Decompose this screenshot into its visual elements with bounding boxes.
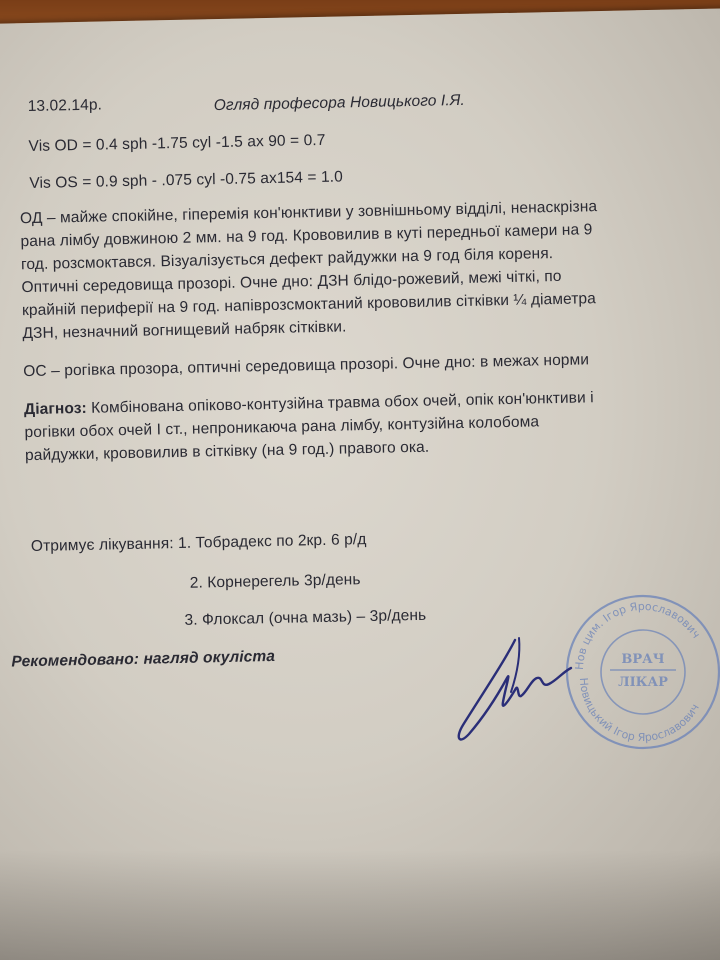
diagnosis-line-2: рогівки обох очей І ст., непроникаюча рана лімбу, контузійна колобома [24,413,540,442]
od-line-2: рана лімбу довжиною 2 мм. на 9 год. Крововилив в куті передньої камери на 9 [20,221,593,251]
diagnosis-text-1: Комбінована опіково-контузійна травма обох очей, опік кон'юнктиви і [86,389,594,417]
medical-report-sheet [0,8,720,960]
stamp-center-line-1: ВРАЧ [621,652,665,667]
report-date: 13.02.14р. [27,96,103,116]
recommendation: Рекомендовано: нагляд окуліста [11,647,276,671]
od-line-5: крайній периферії на 9 год. напіврозсмоктаний крововилив сітківки ¼ діаметра [21,290,597,320]
od-line-6: ДЗН, незначний вогнищевий набряк сітківки. [22,318,347,343]
treatment-intro: Отримує лікування: 1. Тобрадекс по 2кр. 6 р/д [30,531,367,556]
stamp-ring-top: Нов цим. Ігор Ярославович [572,599,703,671]
stamp-center-line-2: ЛІКАР [618,675,668,690]
vision-os: Vis OS = 0.9 sph - .075 cyl -0.75 ax154 = 1.0 [29,168,344,192]
os-paragraph: ОС – рогівка прозора, оптичні середовища прозорі. Очне дно: в межах норми [23,351,590,381]
doctor-stamp-icon [558,580,720,750]
diagnosis-label: Діагноз: [23,399,87,419]
od-line-3: год. розсмоктався. Візуалізується дефект райдужки на 9 год біля кореня. [20,245,554,274]
treatment-item-3: 3. Флоксал (очна мазь) – 3р/день [184,606,427,629]
signature-icon [445,630,575,750]
diagnosis-line-3: райдужки, крововилив в сітківку (на 9 год.) правого ока. [24,438,430,465]
vision-od: Vis OD = 0.4 sph -1.75 cyl -1.5 ax 90 = 0.7 [28,131,326,156]
report-title: Огляд професора Новицького І.Я. [213,91,466,115]
od-line-1: ОД – майже спокійне, гіперемія кон'юнктиви у зовнішньому відділі, ненаскрізна [19,198,598,228]
od-line-4: Оптичні середовища прозорі. Очне дно: ДЗН блідо-рожевий, межі чіткі, по [21,267,562,297]
stamp-ring-bottom: Новицький Ігор Ярославович [576,677,702,745]
treatment-item-2: 2. Корнерегель 3р/день [189,571,361,592]
